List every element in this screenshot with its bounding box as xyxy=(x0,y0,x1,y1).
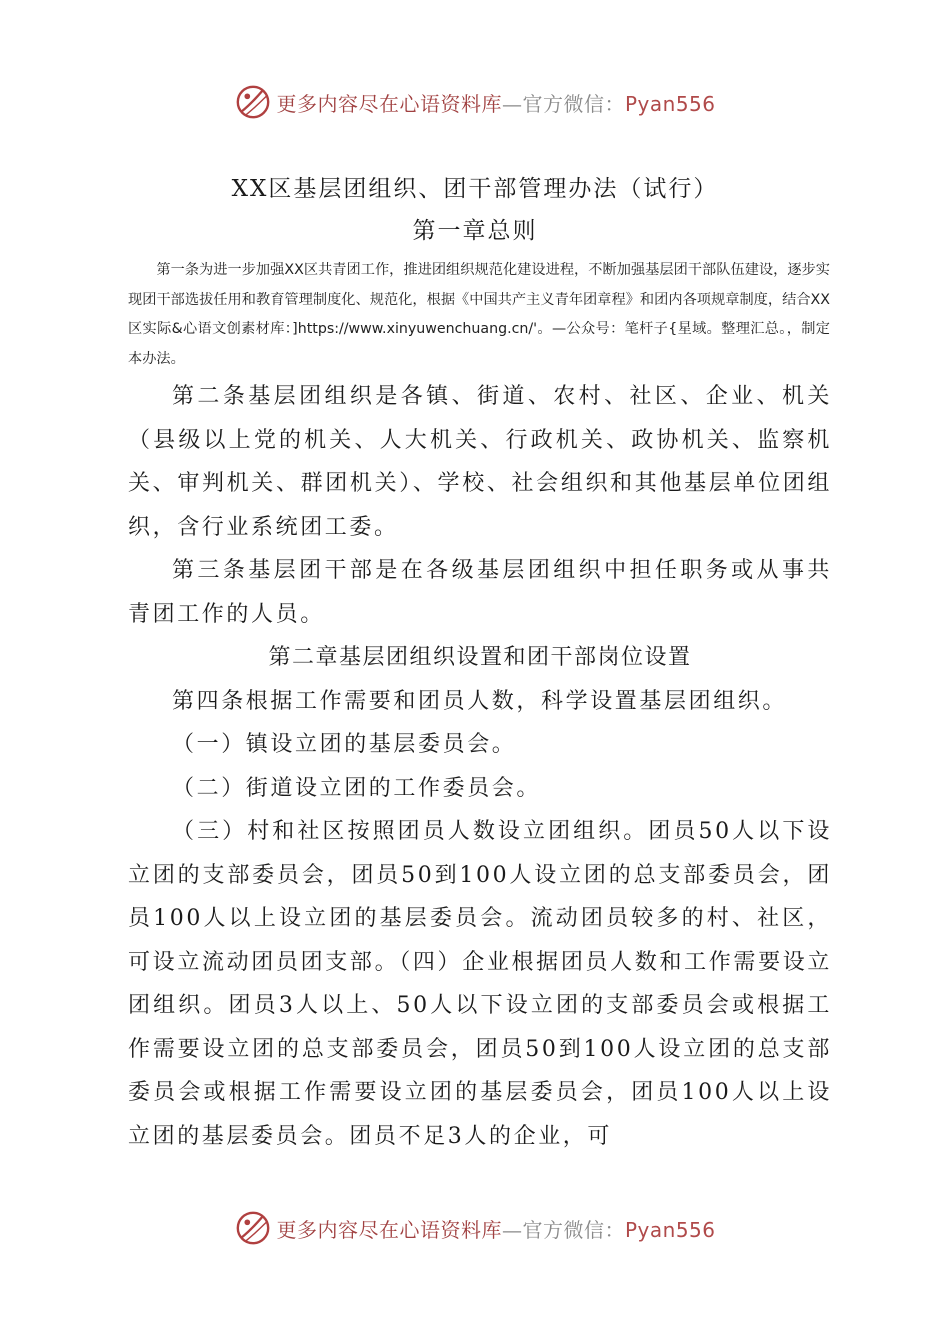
watermark-banner-top xyxy=(0,80,950,124)
watermark-text: 更多内容尽在心语资料库—官方微信：Pyan556 xyxy=(276,1217,716,1242)
chapter-two-heading: 第二章基层团组织设置和团干部岗位设置 xyxy=(268,645,692,670)
pen-logo-icon xyxy=(234,1209,272,1247)
article-4-paragraph: 第四条根据工作需要和团员人数，科学设置基层团组织。 xyxy=(172,688,788,714)
watermark-text: 更多内容尽在心语资料库—官方微信：Pyan556 xyxy=(276,91,716,116)
document-title: XX区基层团组织、团干部管理办法（试行） xyxy=(231,176,719,202)
document-body xyxy=(128,375,832,1158)
list-item: （二）街道设立团的工作委员会。 xyxy=(172,775,542,801)
list-item: （三）村和社区按照团员人数设立团组织。团员50人以下设立团的支部委员会，团员50到100人设立团的总支部委员会，团员100人以上设立团的基层委员会。流动团员较多的村、社区，可设立流动团员团支部。（四）企业根据团员人数和工作需要设立团组织。团员3人以上、50人以下设立团的支部委员会或根据工作需要设立团的总支部委员会，团员50到100人设立团的总支部委员会或根据工作需要设立团的基层委员会，团员100人以上设立团的基层委员会。团员不足3人的企业，可 xyxy=(128,819,832,1149)
article-2-paragraph: 第二条基层团组织是各镇、街道、农村、社区、企业、机关（县级以上党的机关、人大机关、行政机关、政协机关、监察机关、审判机关、群团机关）、学校、社会组织和其他基层单位团组织，含行业系统团工委。 xyxy=(128,384,832,540)
list-item: （一）镇设立团的基层委员会。 xyxy=(172,732,517,757)
article-3-paragraph: 第三条基层团干部是在各级基层团组织中担任职务或从事共青团工作的人员。 xyxy=(128,558,832,627)
watermark-banner-bottom xyxy=(0,1206,950,1250)
chapter-one-heading: 第一章总则 xyxy=(412,218,538,244)
article-1-paragraph: 第一条为进一步加强XX区共青团工作，推进团组织规范化建设进程，不断加强基层团干部队伍建设，逐步实现团干部选拔任用和教育管理制度化、规范化，根据《中国共产主义青年团章程》和团内各项规章制度，结合XX区实际&心语文创素材库：]https://www.xinyuwenchuang.cn/'。—公众号：笔杆子{星域。整理汇总。，制定本办法。 xyxy=(128,262,830,367)
pen-logo-icon xyxy=(234,83,272,121)
